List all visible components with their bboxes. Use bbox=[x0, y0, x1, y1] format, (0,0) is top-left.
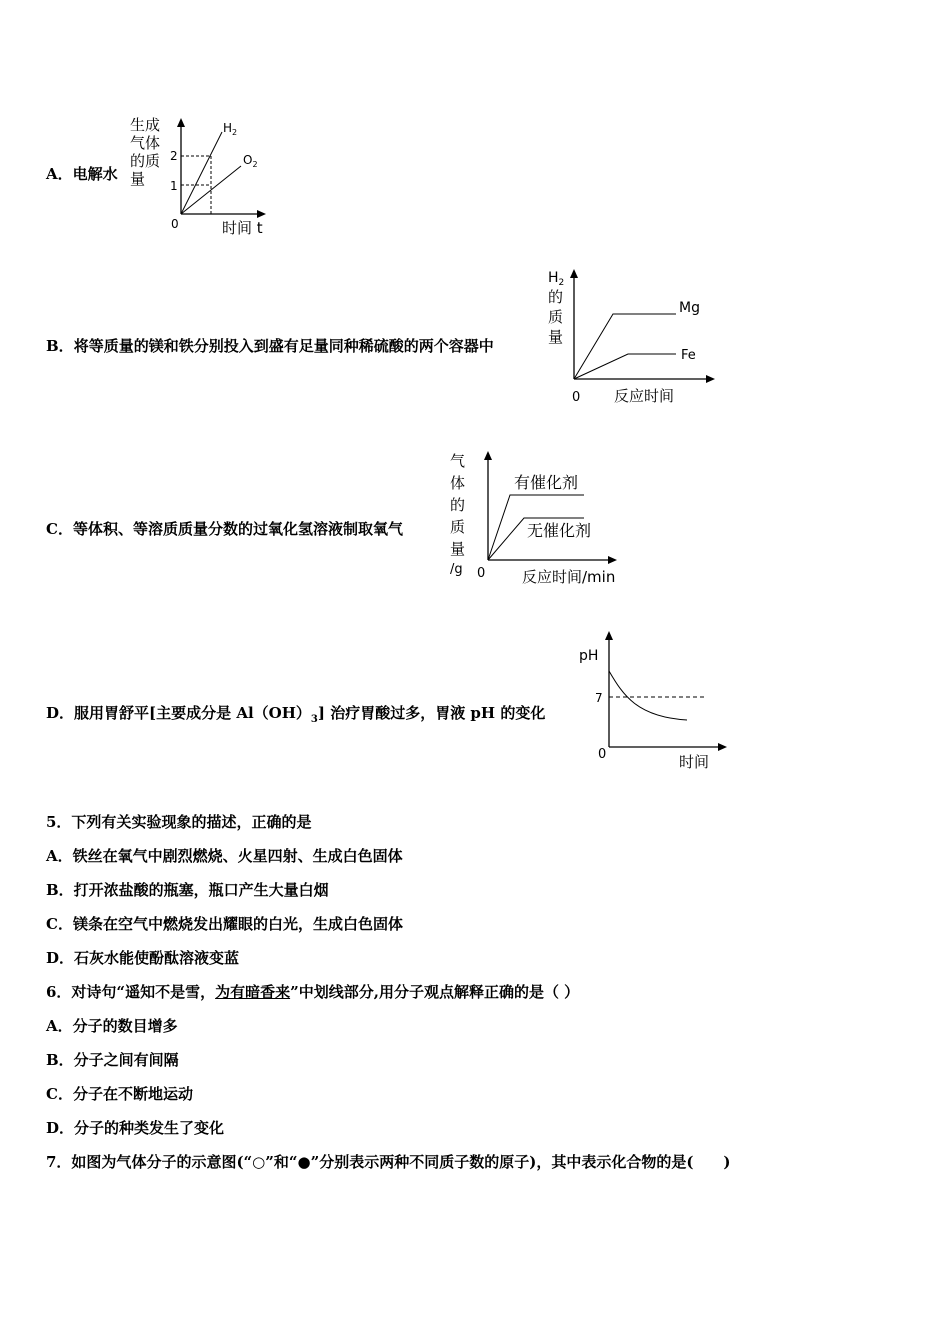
origin-label: 0 bbox=[171, 217, 179, 231]
option-a bbox=[46, 164, 118, 184]
y-axis-label: 量 bbox=[450, 540, 466, 558]
question-6-stem: 6．对诗句“遥知不是雪，为有暗香来”中划线部分,用分子观点解释正确的是（ ） bbox=[46, 983, 580, 1001]
y-axis-label: 气 bbox=[450, 452, 466, 470]
series-label: 有催化剂 bbox=[514, 473, 579, 492]
origin-label: 0 bbox=[477, 566, 486, 581]
option-text: 电解水 bbox=[72, 165, 118, 183]
y-axis-label: 气体 bbox=[130, 134, 161, 152]
y-axis-label: /g bbox=[450, 562, 463, 577]
question-6-option: C．分子在不断地运动 bbox=[46, 1085, 193, 1103]
question-5-option: D．石灰水能使酚酞溶液变蓝 bbox=[46, 949, 240, 967]
option-letter: A． bbox=[46, 165, 73, 183]
x-axis-label: 时间 t bbox=[222, 219, 263, 237]
x-axis-label: 反应时间 bbox=[614, 387, 675, 405]
y-axis-label: 质 bbox=[450, 518, 466, 536]
question-5-option: A．铁丝在氧气中剧烈燃烧、火星四射、生成白色固体 bbox=[46, 847, 403, 865]
series-label: $H_2$ bbox=[223, 121, 238, 137]
y-axis-label: 量 bbox=[130, 170, 146, 188]
x-axis-label: 时间 bbox=[679, 753, 710, 771]
y-axis-label: 生成 bbox=[130, 116, 161, 134]
underlined-text: 为有暗香来 bbox=[215, 983, 291, 1001]
y-axis-label: 的 bbox=[450, 496, 466, 514]
question-6-option: B．分子之间有间隔 bbox=[46, 1051, 179, 1069]
y-axis-label: 的质 bbox=[130, 152, 161, 170]
option-text: 等体积、等溶质质量分数的过氧化氢溶液制取氧气 bbox=[72, 520, 403, 538]
option-subscript: 3 bbox=[310, 714, 318, 725]
series-label: Fe bbox=[681, 348, 696, 363]
option-d bbox=[46, 703, 545, 730]
series-label: 无催化剂 bbox=[527, 521, 592, 540]
option-letter: D． bbox=[46, 704, 75, 722]
option-text: ] 治疗胃酸过多，胃液 pH 的变化 bbox=[317, 704, 546, 722]
option-letter: C． bbox=[46, 520, 73, 538]
electrolysis-graph bbox=[120, 110, 280, 240]
ph-graph bbox=[575, 625, 735, 775]
y-axis-label: 质 bbox=[548, 308, 564, 326]
question-5-stem: 5．下列有关实验现象的描述，正确的是 bbox=[46, 813, 312, 831]
question-6-option: D．分子的种类发生了变化 bbox=[46, 1119, 225, 1137]
y-axis-label: 体 bbox=[450, 474, 466, 492]
tick-label: 2 bbox=[170, 149, 178, 163]
question-5-option: C．镁条在空气中燃烧发出耀眼的白光，生成白色固体 bbox=[46, 915, 403, 933]
question-6-option: A．分子的数目增多 bbox=[46, 1017, 178, 1035]
metal-acid-graph bbox=[540, 262, 720, 407]
option-c bbox=[46, 519, 403, 539]
tick-label: 1 bbox=[170, 179, 178, 193]
option-letter: B． bbox=[46, 337, 74, 355]
y-axis-label: 量 bbox=[548, 328, 564, 346]
origin-label: 0 bbox=[598, 747, 607, 762]
origin-label: 0 bbox=[572, 390, 581, 405]
x-axis-label: 反应时间/min bbox=[522, 568, 616, 586]
option-text: 服用胃舒平[主要成分是 Al（OH） bbox=[74, 704, 311, 722]
tick-label: 7 bbox=[595, 691, 603, 705]
y-axis-label: 的 bbox=[548, 288, 564, 306]
series-label: Mg bbox=[679, 300, 700, 316]
y-axis-label: pH bbox=[579, 648, 599, 664]
option-text: 将等质量的镁和铁分别投入到盛有足量同种稀硫酸的两个容器中 bbox=[73, 337, 494, 355]
series-label: $O_2$ bbox=[243, 153, 258, 169]
y-axis-label: $H_2$ bbox=[548, 270, 565, 288]
question-5-option: B．打开浓盐酸的瓶塞，瓶口产生大量白烟 bbox=[46, 881, 329, 899]
question-7-stem: 7．如图为气体分子的示意图(“○”和“●”分别表示两种不同质子数的原子)，其中表示化合物的是( ) bbox=[46, 1153, 731, 1171]
catalyst-graph bbox=[442, 440, 632, 590]
option-b bbox=[46, 336, 494, 356]
